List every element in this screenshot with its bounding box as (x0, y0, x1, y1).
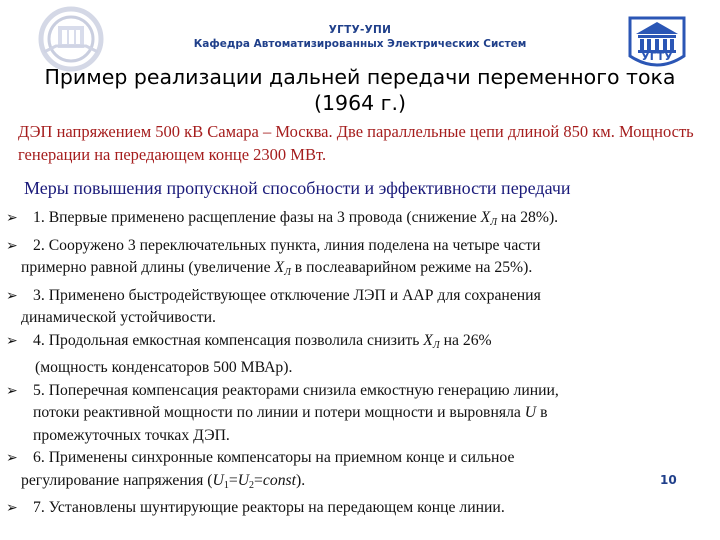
item-text-cont: (мощность конденсаторов 500 МВАр). (35, 359, 293, 376)
arrowhead-bullet-icon: ➢ (6, 237, 18, 254)
item-text: 4. Продольная емкостная компенсация позволила снизить $X_Л$ на 26% (33, 331, 492, 351)
item-text: 6. Применены синхронные компенсаторы на приемном конце и сильное (33, 449, 515, 466)
list-item (0, 380, 720, 448)
page-number: 10 (660, 473, 677, 487)
item-text: 5. Поперечная компенсация реакторами снизила емкостную генерацию линии, (33, 381, 559, 399)
item-text-cont: динамической устойчивости. (21, 309, 216, 326)
arrowhead-bullet-icon: ➢ (6, 287, 18, 304)
intro-text: ДЭП напряжением 500 кВ Самара – Москва. Две параллельные цепи длиной 850 км. Мощность генерации на передающем конце 2300 МВт. (18, 122, 694, 164)
list-item (0, 330, 720, 380)
arrowhead-bullet-icon: ➢ (6, 500, 18, 516)
arrowhead-bullet-icon: ➢ (6, 382, 18, 399)
list-item (0, 207, 720, 235)
department-name: Кафедра Автоматизированных Электрических Систем (193, 38, 527, 50)
list-item (0, 447, 720, 497)
item-text: 1. Впервые применено расщепление фазы на 3 провода (снижение $X_Л$ на 28%). (33, 209, 559, 228)
logo-text: УГТУ (641, 50, 673, 63)
item-text-cont: регулирование напряжения $(U_1=U_2=const)$. (21, 471, 306, 491)
slide-title: Пример реализации дальней передачи переменного тока (1964 г.) (44, 65, 676, 115)
measures-list (0, 207, 720, 520)
item-text-cont: примерно равной длины (увеличение $X_Л$ в послеаварийном режиме на 25%). (21, 259, 533, 278)
item-text-cont: потоки реактивной мощности по линии и потери мощности и выровняла U в (33, 404, 548, 421)
arrowhead-bullet-icon: ➢ (6, 450, 18, 466)
arrowhead-bullet-icon: ➢ (6, 210, 18, 226)
list-item (0, 497, 720, 520)
university-name: УГТУ-УПИ (328, 24, 392, 36)
list-item (0, 285, 720, 330)
item-text: 7. Установлены шунтирующие реакторы на передающем конце линии. (33, 499, 505, 516)
section-heading: Меры повышения пропускной способности и эффективности передачи (24, 178, 571, 198)
list-item (0, 235, 720, 285)
arrowhead-bullet-icon: ➢ (6, 332, 18, 349)
item-text-cont: промежуточных точках ДЭП. (33, 426, 230, 444)
item-text: 2. Сооружено 3 переключательных пункта, линия поделена на четыре части (33, 236, 541, 254)
item-text: 3. Применено быстродействующее отключение ЛЭП и ААР для сохранения (33, 286, 541, 304)
